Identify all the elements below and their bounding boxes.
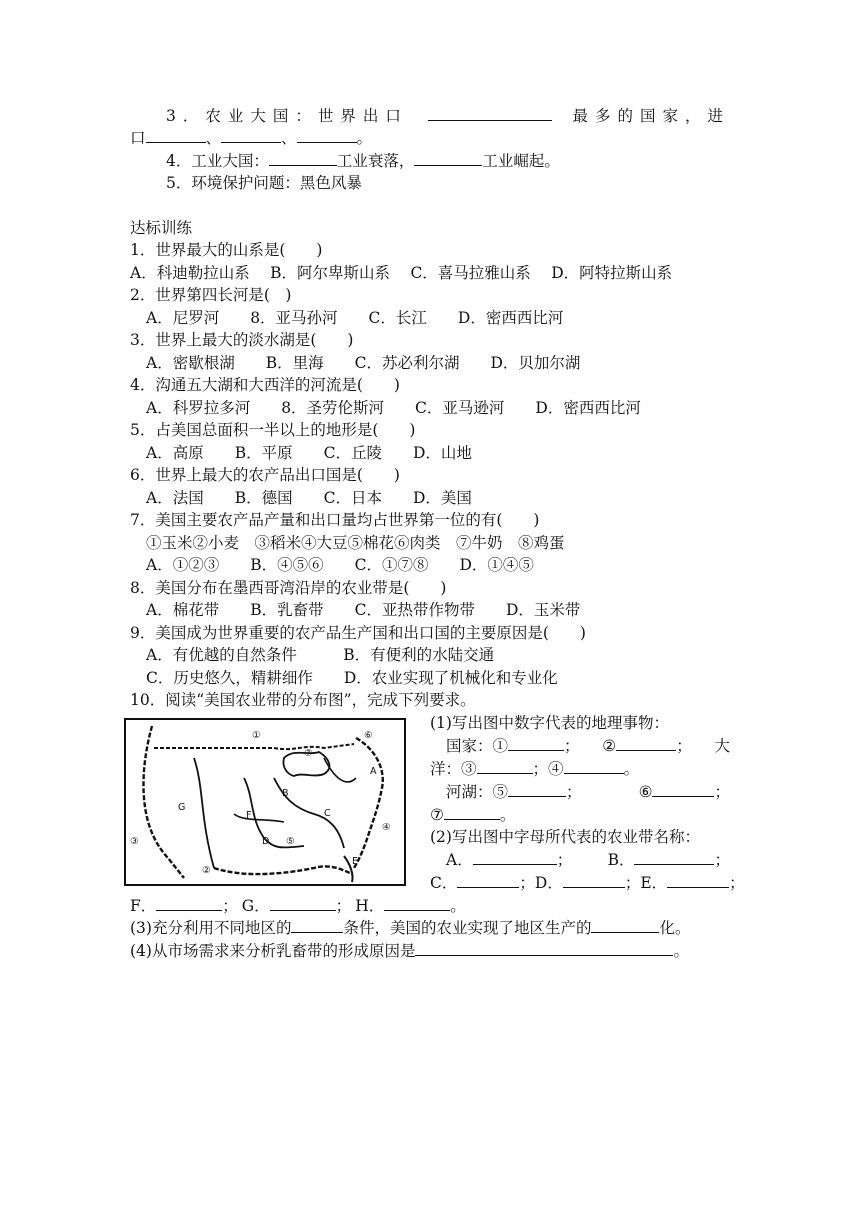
q10-country-row: 国家：① ； ② ； 大 <box>446 737 730 755</box>
map-label-3: ③ <box>130 836 139 847</box>
map-label-4: ④ <box>382 822 391 833</box>
blank-1[interactable] <box>508 735 564 751</box>
map-svg <box>124 718 406 886</box>
map-label-2: ② <box>202 865 211 876</box>
item3-label: 3．农业大国：世界出口 <box>166 107 408 125</box>
item3-export-blank[interactable] <box>428 105 552 121</box>
q10-ocean-row: 洋：③ ；④ 。 <box>430 760 640 778</box>
map-label-G: G <box>178 802 186 813</box>
import-blank-2[interactable] <box>221 127 281 143</box>
blank-6[interactable] <box>652 781 714 797</box>
sub3-blank-2[interactable] <box>591 917 659 933</box>
q9-options-1: A．有优越的自然条件 B．有便利的水陆交通 <box>146 646 495 664</box>
q10-sub2: (2)写出图中字母所代表的农业带名称： <box>430 828 700 846</box>
us-agriculture-map <box>124 718 406 886</box>
item4-blank-1[interactable] <box>269 150 337 166</box>
belt-blank-F[interactable] <box>156 895 222 911</box>
belt-blank-D[interactable] <box>563 872 625 888</box>
q8-stem: 8．美国分布在墨西哥湾沿岸的农业带是( ) <box>130 579 447 597</box>
import-blank-1[interactable] <box>146 127 206 143</box>
q1-stem: 1．世界最大的山系是( ) <box>130 241 323 259</box>
map-label-5: ⑤ <box>286 836 295 847</box>
q9-stem: 9．美国成为世界重要的农产品生产国和出口国的主要原因是( ) <box>130 624 586 642</box>
blank-2[interactable] <box>616 735 676 751</box>
q5-options: A．高原 B．平原 C．丘陵 D．山地 <box>146 444 472 462</box>
q10-lake-row: ⑦ 。 <box>430 806 516 824</box>
map-label-A: A <box>370 766 377 777</box>
map-label-D: D <box>262 836 270 847</box>
practice-heading: 达标训练 <box>130 219 193 237</box>
q10-belt-row-3: F． ； G． ； H． 。 <box>130 897 466 915</box>
q7-options: A．①②③ B．④⑤⑥ C．①⑦⑧ D．①④⑤ <box>146 556 534 574</box>
q9-options-2: C．历史悠久，精耕细作 D．农业实现了机械化和专业化 <box>146 669 558 687</box>
map-label-E: E <box>352 856 359 867</box>
map-label-C: C <box>324 808 331 819</box>
map-label-6: ⑥ <box>364 730 373 741</box>
q5-stem: 5．占美国总面积一半以上的地形是( ) <box>130 421 416 439</box>
map-label-F: F <box>246 810 252 821</box>
blank-3[interactable] <box>477 758 533 774</box>
q3-stem: 3．世界上最大的淡水湖是( ) <box>130 331 354 349</box>
belt-blank-A[interactable] <box>473 849 557 865</box>
blank-5[interactable] <box>508 781 566 797</box>
blank-7[interactable] <box>444 804 500 820</box>
import-blank-3[interactable] <box>297 127 357 143</box>
q10-sub4: (4)从市场需求来分析乳畜带的形成原因是 。 <box>130 942 689 960</box>
belt-blank-G[interactable] <box>270 895 336 911</box>
summary-item-3-cont: 口 、 、 。 <box>130 129 373 147</box>
q10-belt-row-1: A． ； B． ； <box>446 851 730 869</box>
q8-options: A．棉花带 B．乳畜带 C．亚热带作物带 D．玉米带 <box>146 601 581 619</box>
item3-end: 最多的国家，进 <box>572 107 730 125</box>
q3-options: A．密歇根湖 B．里海 C．苏必利尔湖 D．贝加尔湖 <box>146 354 581 372</box>
q10-river-row: 河湖：⑤ ； ⑥ ； <box>446 783 730 801</box>
q6-options: A．法国 B．德国 C．日本 D．美国 <box>146 489 472 507</box>
sub4-blank[interactable] <box>415 940 673 956</box>
summary-item-5: 5．环境保护问题：黑色风暴 <box>166 174 362 192</box>
belt-blank-B[interactable] <box>634 849 714 865</box>
q6-stem: 6．世界上最大的农产品出口国是( ) <box>130 466 400 484</box>
map-label-1: ① <box>252 730 261 741</box>
item4-blank-2[interactable] <box>414 150 482 166</box>
q10-belt-row-2: C． ； D． ； E． ； <box>430 874 745 892</box>
q7-items: ①玉米②小麦 ③稻米④大豆⑤棉花⑥肉类 ⑦牛奶 ⑧鸡蛋 <box>146 534 565 552</box>
q1-options: A．科迪勒拉山系 B．阿尔卑斯山系 C．喜马拉雅山系 D．阿特拉斯山系 <box>130 264 673 282</box>
q4-options: A．科罗拉多河 8．圣劳伦斯河 C．亚马逊河 D．密西西比河 <box>146 399 641 417</box>
q7-stem: 7．美国主要农产品产量和出口量均占世界第一位的有( ) <box>130 511 540 529</box>
belt-blank-E[interactable] <box>667 872 729 888</box>
q2-stem: 2．世界第四长河是( ) <box>130 286 292 304</box>
summary-item-3 <box>166 105 730 127</box>
map-label-7: ⑦ <box>304 748 313 759</box>
belt-blank-C[interactable] <box>457 872 519 888</box>
q10-sub3: (3)充分利用不同地区的 条件，美国的农业实现了地区生产的 化。 <box>130 919 691 937</box>
sub3-blank-1[interactable] <box>291 917 343 933</box>
q4-stem: 4．沟通五大湖和大西洋的河流是( ) <box>130 376 400 394</box>
q10-sub1: (1)写出图中数字代表的地理事物： <box>430 714 669 732</box>
map-label-B: B <box>282 788 289 799</box>
belt-blank-H[interactable] <box>384 895 450 911</box>
q2-options: A．尼罗河 8．亚马孙河 C．长江 D．密西西比河 <box>146 309 564 327</box>
summary-item-4: 4．工业大国： 工业衰落， 工业崛起。 <box>166 152 560 170</box>
blank-4[interactable] <box>564 758 624 774</box>
q10-stem: 10．阅读“美国农业带的分布图”，完成下列要求。 <box>130 691 476 709</box>
